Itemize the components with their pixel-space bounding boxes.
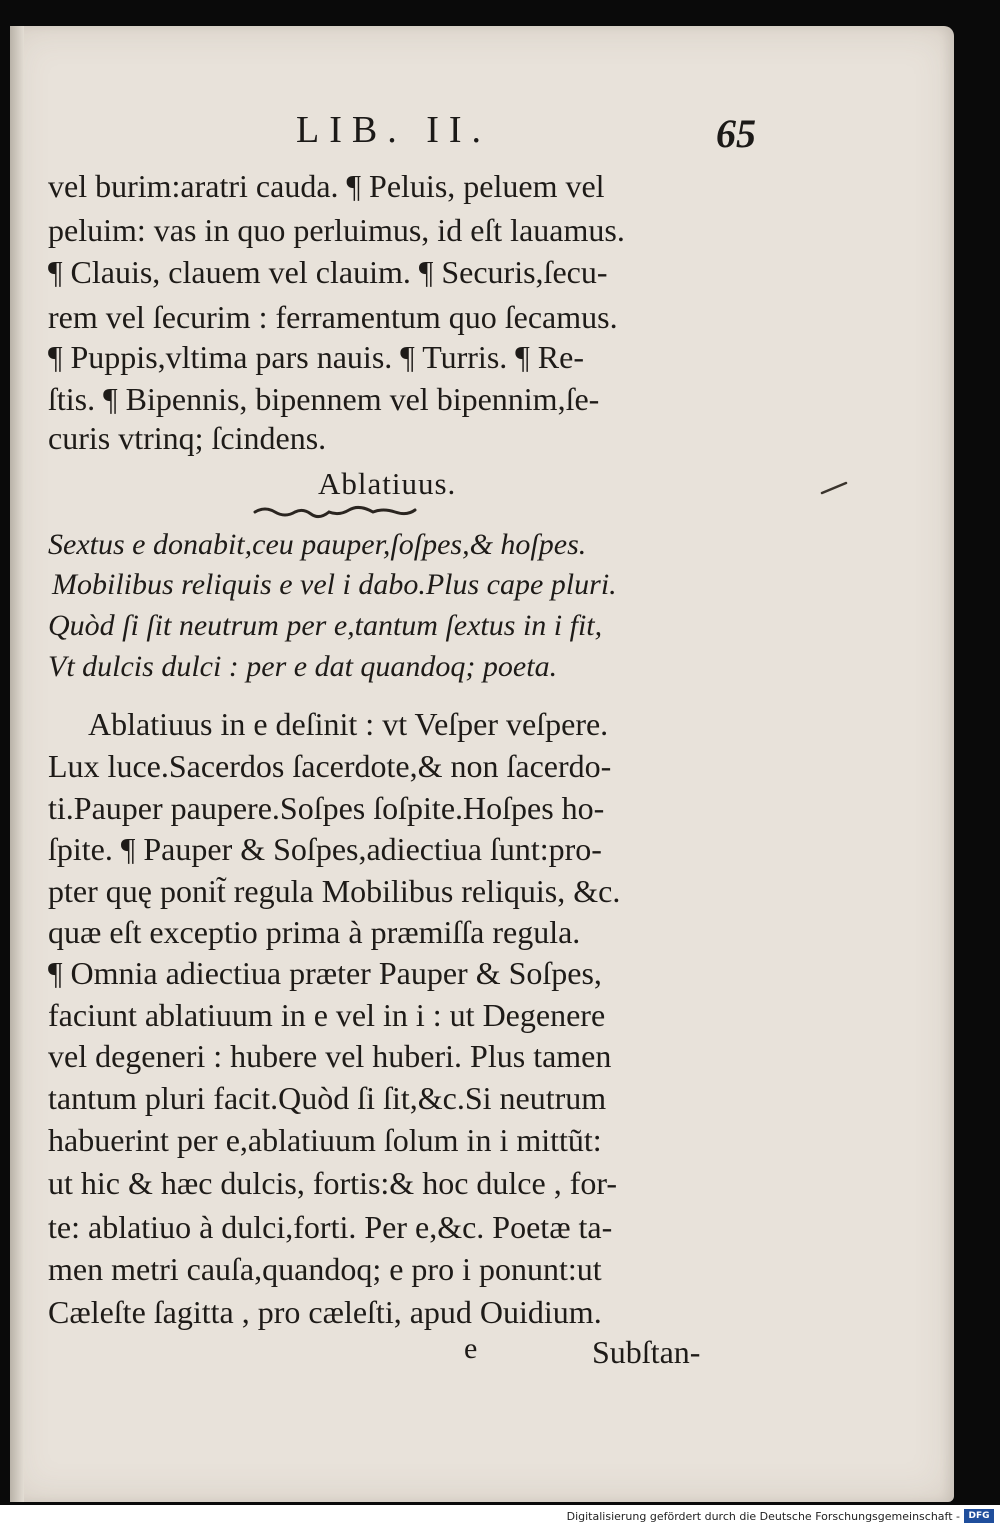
text-line: rem vel ſecurim : ferramentum quo ſecamus. xyxy=(48,299,618,335)
text-line: ſpite. ¶ Pauper & Soſpes,adiectiua ſunt:pro- xyxy=(48,831,602,867)
page-number: 65 xyxy=(716,111,756,156)
verse-line: Sextus e donabit,ceu pauper,ſoſpes,& hoſpes. xyxy=(48,528,587,561)
text-line: vel burim:aratri cauda. ¶ Peluis, peluem vel xyxy=(48,168,605,204)
text-line: peluim: vas in quo perluimus, id eſt lauamus. xyxy=(48,212,625,248)
dfg-logo: DFG xyxy=(964,1509,994,1523)
text-line: habuerint per e,ablatiuum ſolum in i mittũt: xyxy=(48,1122,602,1158)
text-line: men metri cauſa,quandoq; e pro i ponunt:ut xyxy=(48,1251,602,1287)
text-line: faciunt ablatiuum in e vel in i : ut Degenere xyxy=(48,997,606,1033)
text-line: pter quę ponit̃ regula Mobilibus reliquis, &c. xyxy=(48,873,621,909)
text-line: ¶ Clauis, clauem vel clauim. ¶ Securis,ſecu- xyxy=(48,254,608,290)
verse-line: Mobilibus reliquis e vel i dabo.Plus cape pluri. xyxy=(52,568,617,601)
section-heading: Ablatiuus. xyxy=(318,466,457,501)
verse-line: Vt dulcis dulci : per e dat quandoq; poeta. xyxy=(48,650,558,683)
page-gutter xyxy=(10,26,24,1502)
verse-line: Quòd ſi ſit neutrum per e,tantum ſextus in i fit, xyxy=(48,609,603,642)
text-line: vel degeneri : hubere vel huberi. Plus tamen xyxy=(48,1038,612,1074)
text-line: tantum pluri facit.Quòd ſi ſit,&c.Si neutrum xyxy=(48,1080,607,1116)
text-line: ¶ Puppis,vltima pars nauis. ¶ Turris. ¶ Re- xyxy=(48,339,584,375)
text-line: quæ eſt exceptio prima à præmiſſa regula. xyxy=(48,914,581,950)
ink-stroke-mark xyxy=(820,480,848,496)
text-line: ¶ Omnia adiectiua præter Pauper & Soſpes, xyxy=(48,955,602,991)
text-line: Ablatiuus in e deſinit : vt Veſper veſpere. xyxy=(88,706,609,742)
signature-mark: e xyxy=(464,1332,478,1365)
text-line: Cæleſte ſagitta , pro cæleſti, apud Ouidium. xyxy=(48,1294,602,1330)
catchword: Subſtan- xyxy=(592,1334,701,1370)
digitization-credit: Digitalisierung gefördert durch die Deutsche Forschungsgemeinschaft - xyxy=(566,1510,960,1523)
text-line: ſtis. ¶ Bipennis, bipennem vel bipennim,ſe- xyxy=(48,381,600,417)
text-line: Lux luce.Sacerdos ſacerdote,& non ſacerdo- xyxy=(48,748,612,784)
running-title: LIB. II. xyxy=(296,109,492,151)
text-line: ut hic & hæc dulcis, fortis:& hoc dulce , for- xyxy=(48,1165,618,1201)
running-head xyxy=(0,108,1000,158)
text-line: ti.Pauper paupere.Soſpes ſoſpite.Hoſpes ho- xyxy=(48,790,605,826)
text-line: te: ablatiuo à dulci,forti. Per e,&c. Poetæ ta- xyxy=(48,1209,613,1245)
handwritten-underline xyxy=(250,500,450,520)
text-line: curis vtrinq; ſcindens. xyxy=(48,420,327,456)
